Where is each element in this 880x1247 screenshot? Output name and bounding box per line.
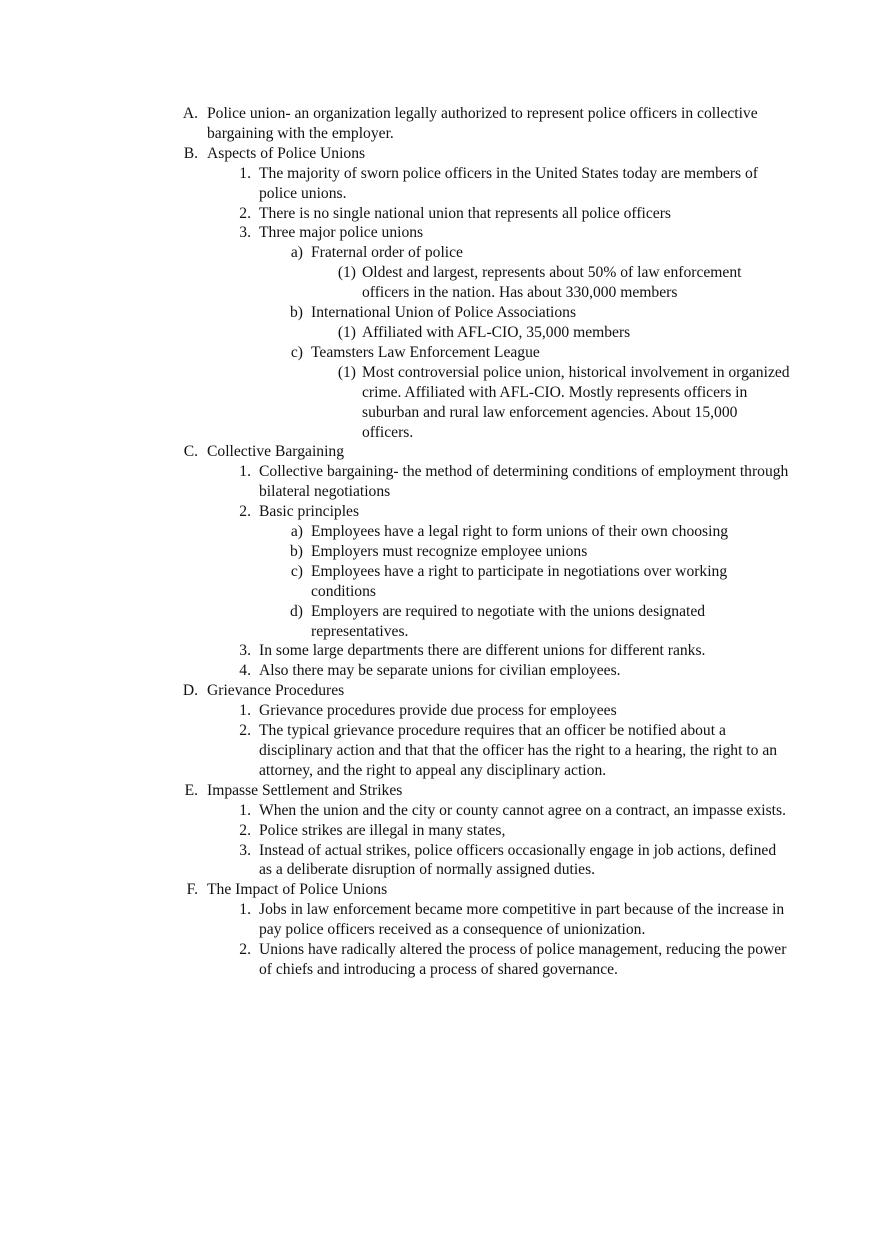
- list-marker: F.: [186, 881, 198, 899]
- item-text: Grievance Procedures: [207, 682, 345, 700]
- item-text: In some large departments there are different unions for different ranks.: [259, 642, 706, 660]
- item-text: There is no single national union that represents all police officers: [259, 204, 671, 222]
- item-text: Grievance procedures provide due process for employees: [259, 702, 617, 720]
- outline-point: [180, 821, 790, 841]
- outline-subpoint: [180, 602, 790, 642]
- item-text: When the union and the city or county cannot agree on a contract, an impasse exists.: [259, 801, 786, 819]
- list-marker: d): [290, 602, 303, 620]
- outline-section: [180, 681, 790, 701]
- list-marker: 2.: [239, 503, 251, 521]
- outline-subpoint: [180, 522, 790, 542]
- list-marker: A.: [182, 105, 198, 122]
- list-marker: 1.: [239, 801, 251, 819]
- outline: [180, 104, 790, 980]
- item-text: Teamsters Law Enforcement League: [311, 343, 540, 361]
- item-text: International Union of Police Associations: [311, 304, 577, 322]
- item-text: Employees have a legal right to form unions of their own choosing: [311, 523, 729, 541]
- outline-subpoint: [180, 542, 790, 562]
- item-text: Employers are required to negotiate with the unions designated representatives.: [311, 602, 706, 640]
- list-marker: 3.: [239, 224, 251, 242]
- outline-point: [180, 223, 790, 243]
- outline-section: [180, 880, 790, 900]
- outline-section: [180, 104, 790, 144]
- outline-subpoint: [180, 562, 790, 602]
- outline-point: [180, 164, 790, 204]
- item-text: Aspects of Police Unions: [207, 144, 366, 162]
- list-marker: c): [290, 562, 303, 580]
- list-marker: (1): [337, 323, 356, 341]
- outline-section: [180, 442, 790, 462]
- list-marker: 2.: [239, 722, 251, 740]
- outline-point: [180, 721, 790, 781]
- list-marker: a): [290, 523, 303, 541]
- item-text: Basic principles: [259, 503, 360, 521]
- outline-section: [180, 144, 790, 164]
- outline-detail: [180, 323, 790, 343]
- list-marker: (1): [337, 363, 356, 381]
- outline-point: [180, 641, 790, 661]
- outline-point: [180, 204, 790, 224]
- list-marker: 1.: [239, 702, 251, 720]
- outline-subpoint: [180, 303, 790, 323]
- item-text: Police union- an organization legally authorized to represent police officers in collective bargaining with the employer.: [207, 105, 758, 142]
- item-text: Employees have a right to participate in negotiations over working conditions: [311, 562, 728, 600]
- outline-point: [180, 801, 790, 821]
- outline-point: [180, 940, 790, 980]
- list-marker: 2.: [239, 204, 251, 222]
- list-marker: b): [290, 542, 303, 560]
- item-text: Three major police unions: [259, 224, 424, 242]
- list-marker: 1.: [239, 901, 251, 919]
- item-text: Instead of actual strikes, police officers occasionally engage in job actions, defined as a deliberate disruption of normally assigned duties.: [259, 841, 777, 879]
- item-text: Police strikes are illegal in many states,: [259, 821, 506, 839]
- list-marker: 1.: [239, 463, 251, 481]
- item-text: Affiliated with AFL-CIO, 35,000 members: [362, 323, 631, 341]
- outline-point: [180, 661, 790, 681]
- outline-detail: [180, 263, 790, 303]
- list-marker: 3.: [239, 642, 251, 660]
- list-marker: (1): [337, 264, 356, 282]
- outline-subpoint: [180, 243, 790, 263]
- item-text: Unions have radically altered the process of police management, reducing the power of chiefs and introducing a process of shared governance.: [259, 941, 787, 978]
- item-text: Oldest and largest, represents about 50% of law enforcement officers in the nation. Has about 330,000 members: [362, 264, 742, 302]
- item-text: Fraternal order of police: [311, 244, 463, 262]
- list-marker: B.: [183, 144, 198, 162]
- outline-point: [180, 502, 790, 522]
- item-text: Employers must recognize employee unions: [311, 542, 588, 560]
- outline-detail: [180, 363, 790, 443]
- outline-point: [180, 841, 790, 881]
- item-text: Collective bargaining- the method of determining conditions of employment through bilateral negotiations: [259, 463, 789, 501]
- item-text: Most controversial police union, historical involvement in organized crime. Affiliated with AFL-CIO. Mostly represents officers in suburban and rural law enforcement agencies. About 15,000 officers.: [362, 363, 790, 441]
- list-marker: 1.: [239, 164, 251, 182]
- list-marker: 4.: [239, 662, 251, 680]
- outline-subpoint: [180, 343, 790, 363]
- list-marker: D.: [182, 682, 198, 700]
- item-text: The majority of sworn police officers in the United States today are members of police unions.: [259, 164, 758, 202]
- item-text: The Impact of Police Unions: [207, 881, 388, 899]
- list-marker: a): [290, 244, 303, 262]
- item-text: Jobs in law enforcement became more competitive in part because of the increase in pay police officers received as a consequence of unionization.: [259, 901, 785, 939]
- list-marker: 3.: [239, 841, 251, 859]
- list-marker: 2.: [239, 941, 251, 959]
- item-text: Collective Bargaining: [207, 443, 344, 461]
- outline-point: [180, 701, 790, 721]
- outline-section: [180, 781, 790, 801]
- item-text: Impasse Settlement and Strikes: [207, 781, 403, 799]
- list-marker: c): [290, 343, 303, 361]
- outline-point: [180, 462, 790, 502]
- list-marker: E.: [184, 781, 198, 799]
- list-marker: 2.: [239, 821, 251, 839]
- item-text: Also there may be separate unions for civilian employees.: [259, 662, 621, 680]
- outline-point: [180, 900, 790, 940]
- item-text: The typical grievance procedure requires that an officer be notified about a disciplinary action and that that the officer has the right to a hearing, the right to an attorney, and the right to appeal any disciplinary action.: [259, 722, 778, 779]
- list-marker: C.: [183, 443, 198, 461]
- list-marker: b): [290, 304, 303, 322]
